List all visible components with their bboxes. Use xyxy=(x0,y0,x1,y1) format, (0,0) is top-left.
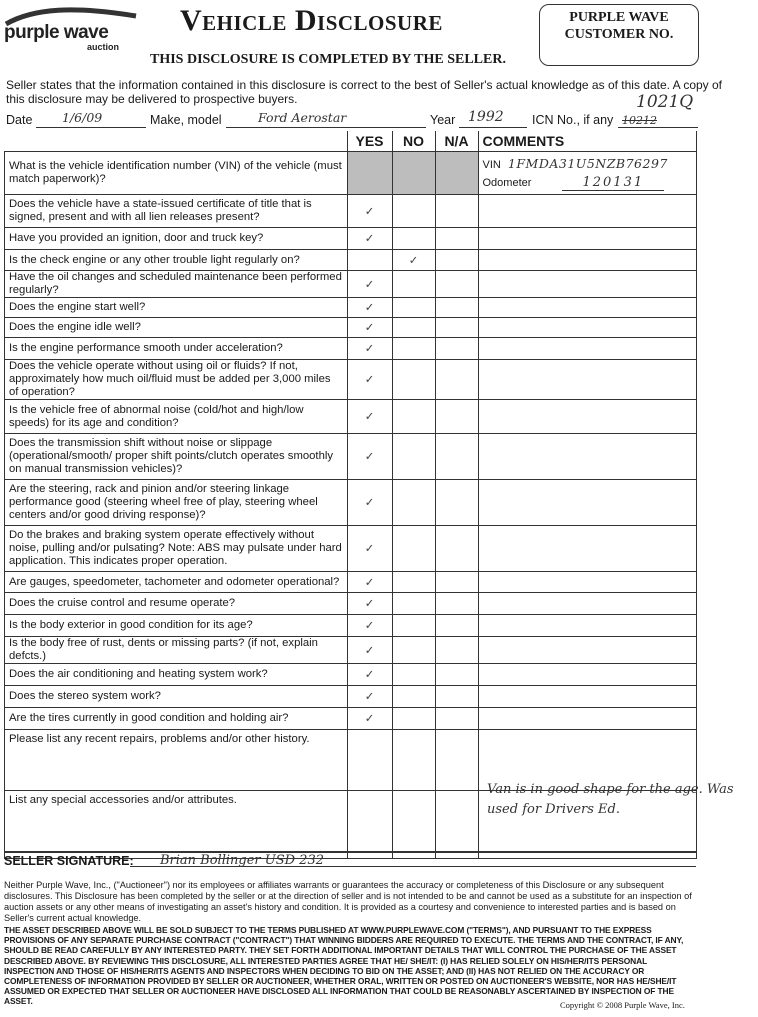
na-header: N/A xyxy=(435,131,478,152)
question-text: Does the vehicle operate without using oil or fluids? If not, approximately how much oil/fluid must be added per 3,000 miles of operation? xyxy=(5,360,348,400)
no-checkbox-cell[interactable] xyxy=(392,250,435,271)
check-mark-icon: ✓ xyxy=(364,373,375,386)
na-checkbox-cell[interactable] xyxy=(435,400,478,434)
repairs-cell[interactable] xyxy=(435,730,478,791)
question-text: Does the vehicle have a state-issued certificate of title that is signed, present and with all lien releases present? xyxy=(5,195,348,228)
question-text: Is the check engine or any other trouble light regularly on? xyxy=(5,250,348,271)
year-label: Year xyxy=(430,113,456,127)
customer-box-line2: CUSTOMER NO. xyxy=(564,27,674,42)
comment-cell[interactable] xyxy=(478,338,697,360)
icn-value[interactable]: 1021Q xyxy=(636,92,694,112)
yes-checkbox-cell[interactable] xyxy=(347,250,392,271)
comments-header: COMMENTS xyxy=(478,131,697,152)
seller-signature-value[interactable]: Brian Bollinger USD 232 xyxy=(160,853,324,868)
comment-cell[interactable] xyxy=(478,615,697,637)
comment-cell[interactable] xyxy=(478,572,697,593)
yes-checkbox-cell[interactable] xyxy=(347,400,392,434)
check-mark-icon: ✓ xyxy=(364,575,375,589)
yes-header: YES xyxy=(347,131,392,152)
table-row xyxy=(5,250,697,271)
date-value[interactable]: 1/6/09 xyxy=(62,110,103,125)
table-row xyxy=(5,400,697,434)
yes-checkbox-cell[interactable] xyxy=(347,338,392,360)
na-checkbox-cell[interactable] xyxy=(435,686,478,708)
no-checkbox-cell[interactable] xyxy=(392,615,435,637)
question-text: Are gauges, speedometer, tachometer and odometer operational? xyxy=(5,572,348,593)
customer-box-line1: PURPLE WAVE xyxy=(569,10,669,25)
question-text: Does the engine idle well? xyxy=(5,318,348,338)
customer-number-box xyxy=(539,4,699,66)
yes-checkbox-cell[interactable] xyxy=(347,298,392,318)
question-text: Does the air conditioning and heating system work? xyxy=(5,664,348,686)
table-row xyxy=(5,480,697,526)
comment-cell[interactable] xyxy=(478,480,697,526)
comment-cell[interactable] xyxy=(478,637,697,664)
na-checkbox-cell[interactable] xyxy=(435,250,478,271)
na-checkbox-cell[interactable] xyxy=(435,526,478,572)
yes-checkbox-cell[interactable] xyxy=(347,708,392,730)
table-row xyxy=(5,195,697,228)
check-mark-icon: ✓ xyxy=(364,542,375,555)
comment-cell[interactable] xyxy=(478,686,697,708)
na-checkbox-cell[interactable] xyxy=(435,298,478,318)
no-checkbox-cell[interactable] xyxy=(392,686,435,708)
comment-cell[interactable] xyxy=(478,360,697,400)
check-mark-icon: ✓ xyxy=(364,342,375,355)
table-row xyxy=(5,228,697,250)
no-checkbox-cell[interactable] xyxy=(392,434,435,480)
na-checkbox-cell[interactable] xyxy=(435,615,478,637)
check-mark-icon: ✓ xyxy=(364,668,375,681)
na-checkbox-cell[interactable] xyxy=(435,434,478,480)
question-text: Are the steering, rack and pinion and/or steering linkage performance good (steering wheel free of play, steering wheel centers and/or good driving response)? xyxy=(5,480,348,526)
comment-cell[interactable] xyxy=(478,593,697,615)
date-label: Date xyxy=(6,113,33,127)
table-row xyxy=(5,434,697,480)
table-row xyxy=(5,593,697,615)
repairs-cell[interactable] xyxy=(347,730,392,791)
odometer-value[interactable]: 120131 xyxy=(562,175,664,191)
page-subtitle: THIS DISCLOSURE IS COMPLETED BY THE SELLER. xyxy=(150,52,506,67)
check-mark-icon: ✓ xyxy=(364,496,375,509)
comment-cell[interactable] xyxy=(478,434,697,480)
make-value[interactable]: Ford Aerostar xyxy=(258,110,347,125)
yes-checkbox-cell[interactable] xyxy=(347,572,392,593)
question-header xyxy=(5,131,348,152)
question-text: Have you provided an ignition, door and truck key? xyxy=(5,228,348,250)
yes-checkbox-cell[interactable] xyxy=(347,593,392,615)
na-checkbox-cell[interactable] xyxy=(435,572,478,593)
check-mark-icon: ✓ xyxy=(364,450,375,463)
table-row xyxy=(5,708,697,730)
question-text: Does the engine start well? xyxy=(5,298,348,318)
no-checkbox-cell[interactable] xyxy=(392,318,435,338)
yes-checkbox-cell[interactable] xyxy=(347,318,392,338)
table-row xyxy=(5,572,697,593)
na-checkbox-cell[interactable] xyxy=(435,664,478,686)
yes-checkbox-cell[interactable] xyxy=(347,526,392,572)
na-checkbox-cell[interactable] xyxy=(435,318,478,338)
yes-checkbox-cell[interactable] xyxy=(347,228,392,250)
year-value[interactable]: 1992 xyxy=(468,109,504,125)
seller-statement: Seller states that the information contained in this disclosure is correct to the best of Seller's actual knowledge as of this date. A copy of this disclosure may be delivered to prospective buyers. xyxy=(6,78,723,106)
no-checkbox-cell[interactable] xyxy=(392,360,435,400)
question-text: Does the stereo system work? xyxy=(5,686,348,708)
check-mark-icon: ✓ xyxy=(364,619,375,632)
no-checkbox-cell[interactable] xyxy=(392,664,435,686)
yes-checkbox-cell[interactable] xyxy=(347,195,392,228)
accessories-cell[interactable] xyxy=(347,791,392,859)
check-mark-icon: ✓ xyxy=(364,643,375,657)
accessories-label: List any special accessories and/or attributes. xyxy=(5,791,348,859)
no-checkbox-cell[interactable] xyxy=(392,593,435,615)
logo-subtext: auction xyxy=(87,42,120,52)
comment-cell[interactable] xyxy=(478,400,697,434)
repairs-cell[interactable] xyxy=(392,730,435,791)
odometer-label: Odometer xyxy=(482,176,532,189)
no-checkbox-cell[interactable] xyxy=(392,572,435,593)
no-checkbox-cell[interactable] xyxy=(392,298,435,318)
na-checkbox-cell[interactable] xyxy=(435,228,478,250)
na-checkbox-cell[interactable] xyxy=(435,195,478,228)
no-checkbox-cell[interactable] xyxy=(392,195,435,228)
comment-cell[interactable] xyxy=(478,318,697,338)
icn-struck-value: 10212 xyxy=(622,114,657,127)
table-row xyxy=(5,615,697,637)
terms-text: THE ASSET DESCRIBED ABOVE WILL BE SOLD SUBJECT TO THE TERMS PUBLISHED AT WWW.PURPLEWAVE.COM ("TERMS"), AND PURSUANT TO THE EXPRESS PROVISIONS OF ANY SEPARATE PURCHASE CONTRACT ("CONTRACT") THAT WINNING BIDDERS ARE REQUIRED TO EXECUTE. THE TERMS AND THE CONTRACT, IF ANY, SHOULD BE READ CAREFULLY BY ANY INTERESTED PARTY. THEY SET FORTH ADDITIONAL IMPORTANT DETAILS THAT WILL CONTROL THE PURCHASE OF THE ASSET DESCRIBED ABOVE. BY REVIEWING THIS DISCLOSURE, ALL INTERESTED PARTIES AGREE THAT HE/ SHE/IT: (I) HAS RELIED SOLELY ON HIS/HER/ITS PERSONAL INSPECTION AND THOSE OF HIS/HER/ITS AGENTS AND INSPECTORS WHEN DECIDING TO BID ON THE ASSET; AND (II) HAS NOT RELIED ON THE ACCURACY OR COMPLETENESS OF INFORMATION PROVIDED BY SELLER OR AUCTIONEER, WHETHER ORAL, WRITTEN OR POSTED ON AUCTIONEER'S WEBSITE, NOR HAS HE/SHE/IT ASSUMED OR EXPECTED THAT SELLER OR AUCTIONEER HAVE DISCLOSED ALL INFORMATION THAT COULD BE REASONABLY ASCERTAINED BY INSPECTION OF THE ASSET. xyxy=(4,925,684,1007)
comment-cell[interactable] xyxy=(478,250,697,271)
repairs-label: Please list any recent repairs, problems and/or other history. xyxy=(5,730,348,791)
check-mark-icon: ✓ xyxy=(364,301,375,314)
vin-odometer-cell xyxy=(478,152,697,195)
table-row xyxy=(5,271,697,298)
check-mark-icon: ✓ xyxy=(364,204,375,218)
yes-checkbox-cell[interactable] xyxy=(347,637,392,664)
no-checkbox-cell[interactable] xyxy=(392,338,435,360)
no-checkbox-cell[interactable] xyxy=(392,480,435,526)
vin-question: What is the vehicle identification number (VIN) of the vehicle (must match paperwork)? xyxy=(5,152,348,195)
check-mark-icon: ✓ xyxy=(364,410,375,423)
na-checkbox-cell[interactable] xyxy=(435,360,478,400)
vin-row xyxy=(5,152,697,195)
icn-label: ICN No., if any xyxy=(532,113,614,127)
table-row xyxy=(5,637,697,664)
disclaimer-text: Neither Purple Wave, Inc., ("Auctioneer") nor its employees or affiliates warrants or guarantees the accuracy or completeness of this Disclosure or any subsequent disclosures. This Disclosure has been completed by the seller or at the direction of seller and is not intended to be and cannot be used as a substitute for an inspection of auction assets or any other means of investigating an asset's history and condition. It is provided as a courtesy and convenience to interested parties and is based on Seller's current actual knowledge. xyxy=(4,880,692,923)
comment-cell[interactable] xyxy=(478,228,697,250)
check-mark-icon: ✓ xyxy=(364,690,375,703)
question-text: Is the body exterior in good condition for its age? xyxy=(5,615,348,637)
check-mark-icon: ✓ xyxy=(364,232,375,245)
question-text: Is the engine performance smooth under acceleration? xyxy=(5,338,348,360)
make-label: Make, model xyxy=(150,113,222,127)
vin-label: VIN xyxy=(482,158,501,171)
na-checkbox-cell[interactable] xyxy=(435,637,478,664)
no-checkbox-cell[interactable] xyxy=(392,526,435,572)
table-row xyxy=(5,338,697,360)
logo-text: purple wave xyxy=(4,22,109,43)
yes-checkbox-cell[interactable] xyxy=(347,480,392,526)
comment-cell[interactable] xyxy=(478,664,697,686)
table-row xyxy=(5,686,697,708)
no-header: NO xyxy=(392,131,435,152)
question-text: Have the oil changes and scheduled maintenance been performed regularly? xyxy=(5,271,348,298)
check-mark-icon: ✓ xyxy=(364,321,375,334)
table-row xyxy=(5,298,697,318)
table-row xyxy=(5,526,697,572)
yes-checkbox-cell[interactable] xyxy=(347,434,392,480)
no-checkbox-cell[interactable] xyxy=(392,708,435,730)
table-row xyxy=(5,664,697,686)
table-row xyxy=(5,318,697,338)
purple-wave-logo xyxy=(4,6,144,52)
na-checkbox-cell[interactable] xyxy=(435,708,478,730)
check-mark-icon: ✓ xyxy=(364,277,375,291)
accessories-cell[interactable] xyxy=(392,791,435,859)
copyright: Copyright © 2008 Purple Wave, Inc. xyxy=(560,1000,685,1010)
question-text: Is the body free of rust, dents or missing parts? (if not, explain defcts.) xyxy=(5,637,348,664)
check-mark-icon: ✓ xyxy=(408,253,419,267)
check-mark-icon: ✓ xyxy=(364,597,375,610)
vehicle-info-line xyxy=(6,109,706,133)
disclosure-table xyxy=(4,131,697,859)
comment-cell[interactable] xyxy=(478,195,697,228)
yes-checkbox-cell[interactable] xyxy=(347,271,392,298)
yes-checkbox-cell[interactable] xyxy=(347,664,392,686)
no-checkbox-cell[interactable] xyxy=(392,228,435,250)
yes-checkbox-cell[interactable] xyxy=(347,686,392,708)
vin-value[interactable]: 1FMDA31U5NZB76297 xyxy=(507,155,668,171)
accessories-note[interactable]: Van is in good shape for the age. Was used for Drivers Ed. xyxy=(487,782,734,817)
question-text: Does the transmission shift without noise or slippage (operational/smooth/ proper shift points/clutch operates smoothly on manual transmission vehicles)? xyxy=(5,434,348,480)
na-checkbox-cell[interactable] xyxy=(435,338,478,360)
question-text: Is the vehicle free of abnormal noise (cold/hot and high/low speeds) for its age and condition? xyxy=(5,400,348,434)
no-checkbox-cell[interactable] xyxy=(392,271,435,298)
page-title: Vehicle Disclosure xyxy=(180,4,443,37)
no-checkbox-cell[interactable] xyxy=(392,637,435,664)
yes-checkbox-cell[interactable] xyxy=(347,360,392,400)
seller-signature-label: SELLER SIGNATURE: xyxy=(4,854,134,868)
table-row xyxy=(5,360,697,400)
comment-cell[interactable] xyxy=(478,298,697,318)
na-checkbox-cell[interactable] xyxy=(435,593,478,615)
no-checkbox-cell[interactable] xyxy=(392,400,435,434)
comment-cell[interactable] xyxy=(478,526,697,572)
question-text: Are the tires currently in good condition and holding air? xyxy=(5,708,348,730)
question-text: Do the brakes and braking system operate effectively without noise, pulling and/or pulsating? Note: ABS may pulsate under hard application. This indicates proper operation. xyxy=(5,526,348,572)
comment-cell[interactable] xyxy=(478,708,697,730)
yes-checkbox-cell[interactable] xyxy=(347,615,392,637)
comment-cell[interactable] xyxy=(478,271,697,298)
question-text: Does the cruise control and resume operate? xyxy=(5,593,348,615)
check-mark-icon: ✓ xyxy=(364,712,375,725)
accessories-cell[interactable] xyxy=(435,791,478,859)
na-checkbox-cell[interactable] xyxy=(435,480,478,526)
na-checkbox-cell[interactable] xyxy=(435,271,478,298)
